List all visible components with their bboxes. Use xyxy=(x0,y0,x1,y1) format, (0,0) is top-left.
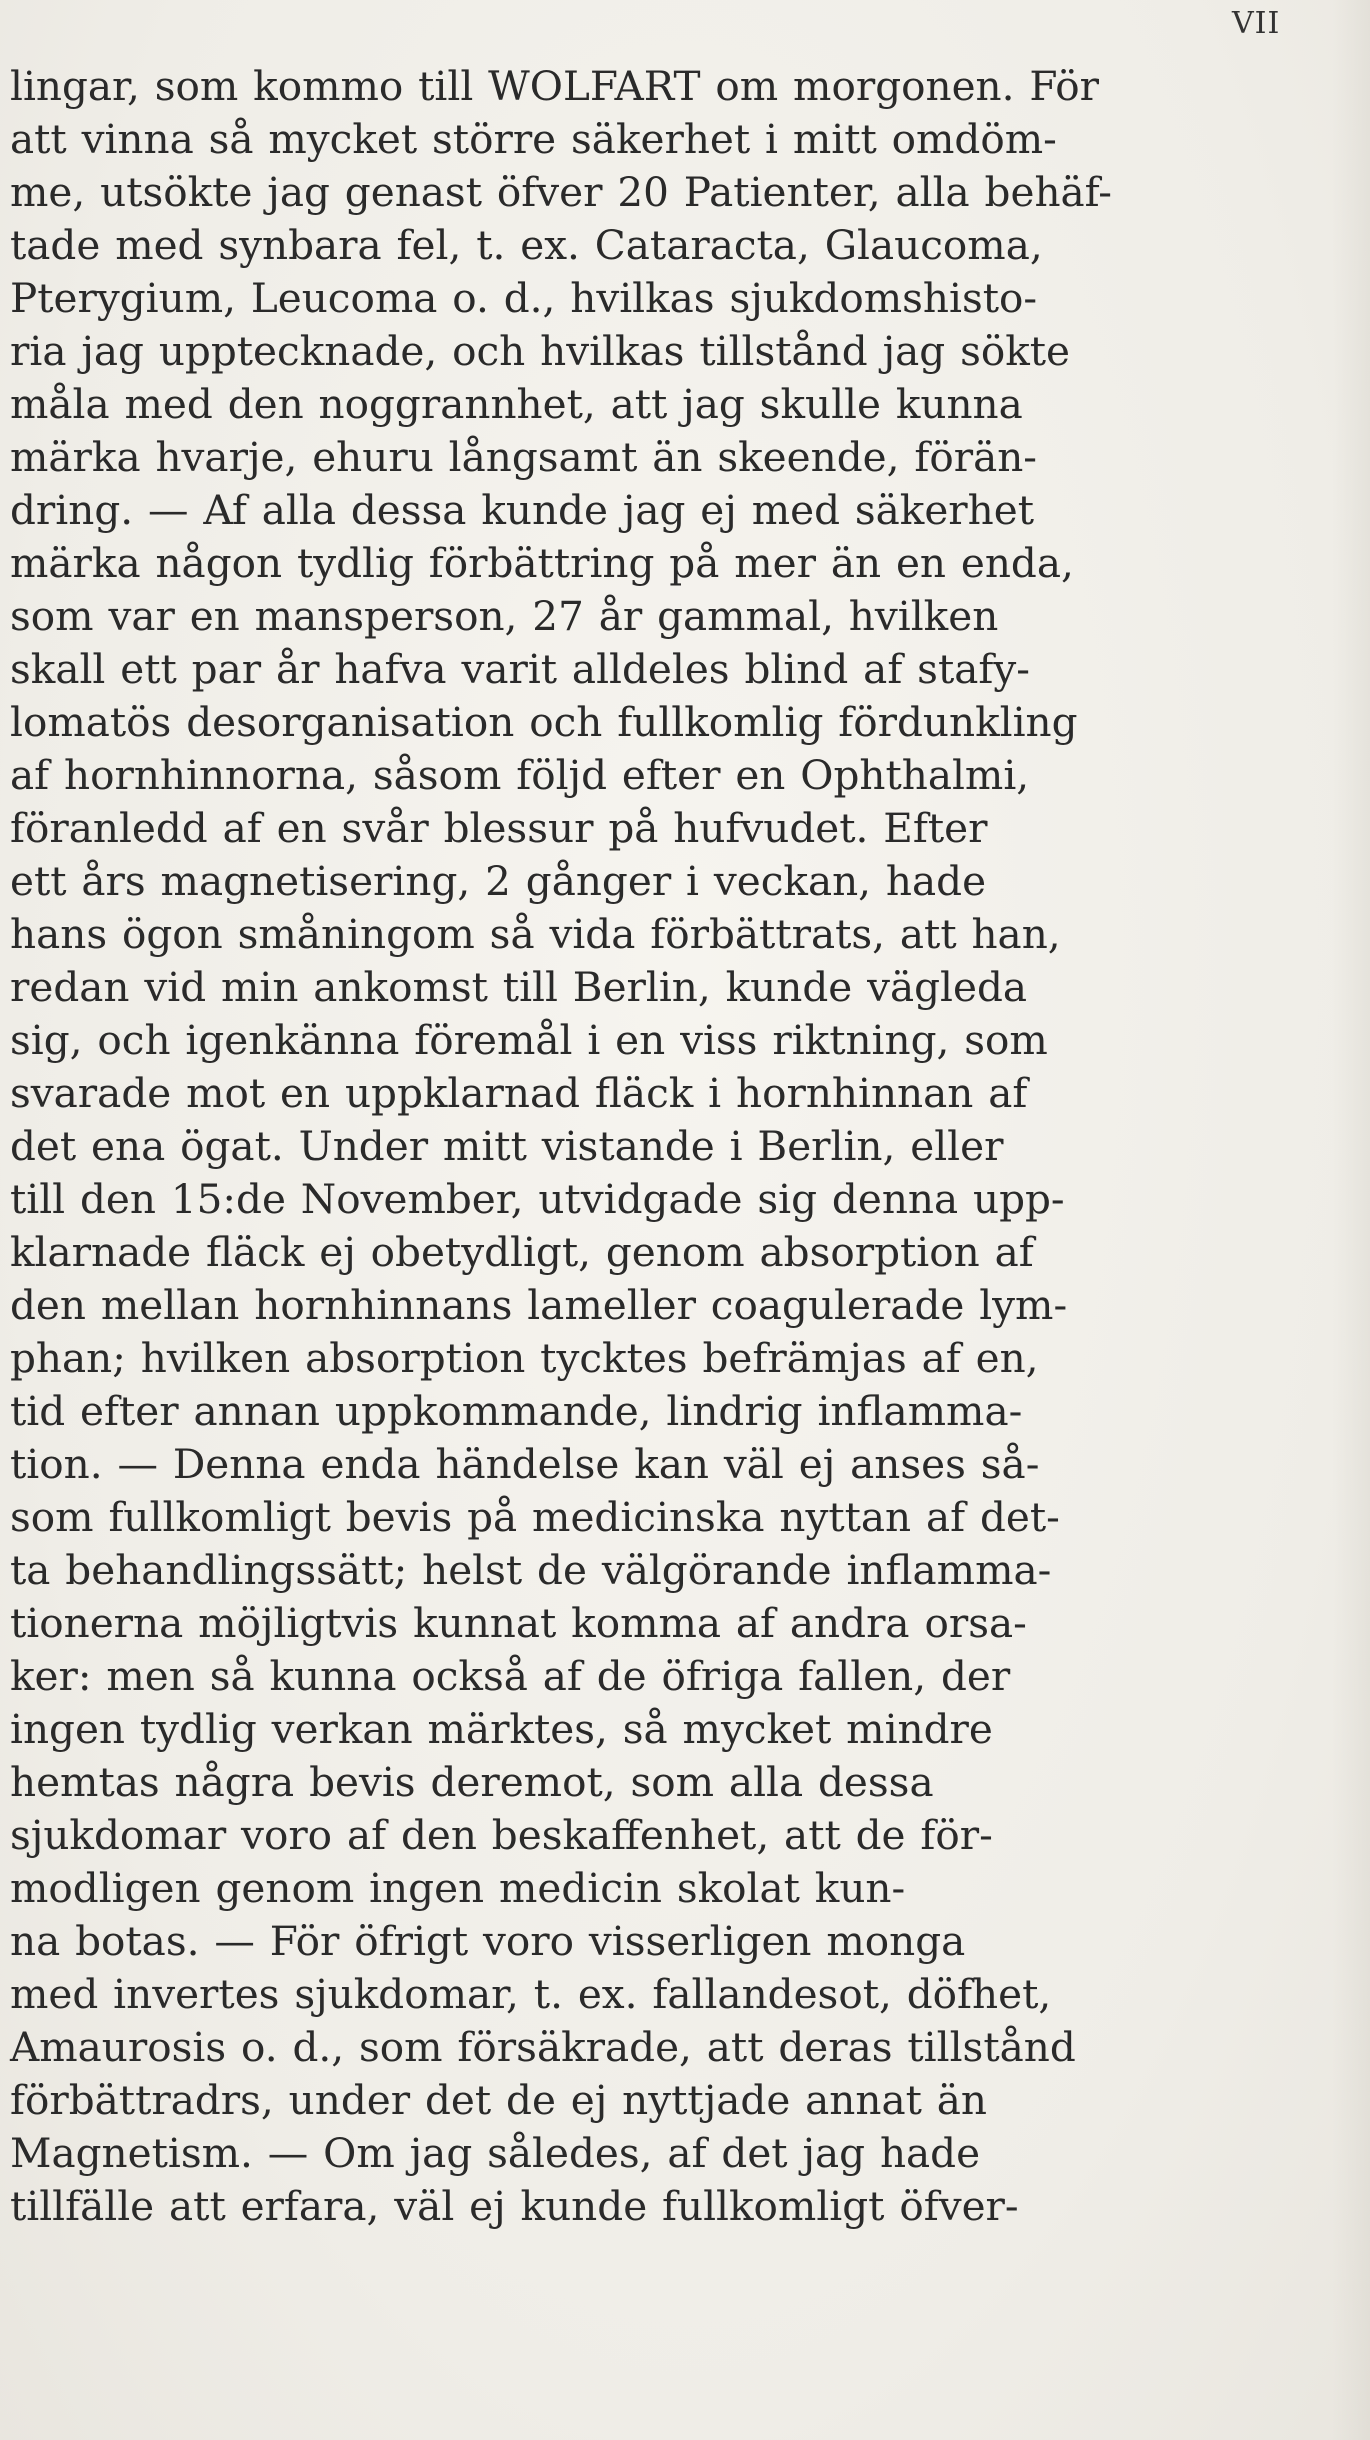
text-line: föranledd af en svår blessur på hufvudet. Efter xyxy=(10,804,988,852)
text-line: modligen genom ingen medicin skolat kun- xyxy=(10,1864,906,1912)
text-line: klarnade fläck ej obetydligt, genom absorption af xyxy=(10,1228,1034,1276)
text-line: måla med den noggrannhet, att jag skulle kunna xyxy=(10,380,1023,428)
text-line: tion. — Denna enda händelse kan väl ej anses så- xyxy=(10,1440,1040,1488)
text-line: hemtas några bevis deremot, som alla dessa xyxy=(10,1758,934,1806)
text-line: ingen tydlig verkan märktes, så mycket mindre xyxy=(10,1705,993,1753)
text-line: tillfälle att erfara, väl ej kunde fullkomligt öfver- xyxy=(10,2182,1019,2230)
text-line: till den 15:de November, utvidgade sig denna upp- xyxy=(10,1175,1065,1223)
text-line: sig, och igenkänna föremål i en viss riktning, som xyxy=(10,1016,1048,1064)
page-number: VII xyxy=(1232,6,1281,41)
text-line: märka hvarje, ehuru långsamt än skeende, förän- xyxy=(10,433,1037,481)
text-line: förbättradrs, under det de ej nyttjade annat än xyxy=(10,2076,988,2124)
text-line: tid efter annan uppkommande, lindrig inflamma- xyxy=(10,1387,1023,1435)
page-edge-shadow xyxy=(1332,0,1370,2440)
text-line: Magnetism. — Om jag således, af det jag hade xyxy=(10,2129,981,2177)
text-line: dring. — Af alla dessa kunde jag ej med säkerhet xyxy=(10,486,1034,534)
text-line: sjukdomar voro af den beskaffenhet, att de för- xyxy=(10,1811,993,1859)
text-line: ker: men så kunna också af de öfriga fallen, der xyxy=(10,1652,1011,1700)
text-line: hans ögon småningom så vida förbättrats, att han, xyxy=(10,910,1061,958)
text-line: med invertes sjukdomar, t. ex. fallandesot, döfhet, xyxy=(10,1970,1052,2018)
text-line: svarade mot en uppklarnad fläck i hornhinnan af xyxy=(10,1069,1028,1117)
text-line: ett års magnetisering, 2 gånger i veckan, hade xyxy=(10,857,987,905)
text-line: ta behandlingssätt; helst de välgörande inflamma- xyxy=(10,1546,1052,1594)
text-line: som fullkomligt bevis på medicinska nyttan af det- xyxy=(10,1493,1060,1541)
text-line: det ena ögat. Under mitt vistande i Berlin, eller xyxy=(10,1122,1004,1170)
text-line: att vinna så mycket större säkerhet i mitt omdöm- xyxy=(10,115,1057,163)
text-line: af hornhinnorna, såsom följd efter en Ophthalmi, xyxy=(10,751,1030,799)
text-line: Amaurosis o. d., som försäkrade, att deras tillstånd xyxy=(10,2023,1076,2071)
text-line: me, utsökte jag genast öfver 20 Patienter, alla behäf- xyxy=(10,168,1112,216)
text-line: lingar, som kommo till WOLFART om morgonen. För xyxy=(10,62,1100,110)
text-line: Pterygium, Leucoma o. d., hvilkas sjukdomshisto- xyxy=(10,274,1038,322)
text-line: ria jag upptecknade, och hvilkas tillstånd jag sökte xyxy=(10,327,1071,375)
text-line: phan; hvilken absorption tycktes befrämjas af en, xyxy=(10,1334,1039,1382)
text-line: den mellan hornhinnans lameller coagulerade lym- xyxy=(10,1281,1068,1329)
text-line: lomatös desorganisation och fullkomlig fördunkling xyxy=(10,698,1078,746)
text-line: tionerna möjligtvis kunnat komma af andra orsa- xyxy=(10,1599,1027,1647)
text-line: skall ett par år hafva varit alldeles blind af stafy- xyxy=(10,645,1030,693)
text-line: na botas. — För öfrigt voro visserligen monga xyxy=(10,1917,966,1965)
text-line: som var en mansperson, 27 år gammal, hvilken xyxy=(10,592,999,640)
text-line: redan vid min ankomst till Berlin, kunde vägleda xyxy=(10,963,1028,1011)
text-line: tade med synbara fel, t. ex. Cataracta, Glaucoma, xyxy=(10,221,1043,269)
text-line: märka någon tydlig förbättring på mer än en enda, xyxy=(10,539,1074,587)
